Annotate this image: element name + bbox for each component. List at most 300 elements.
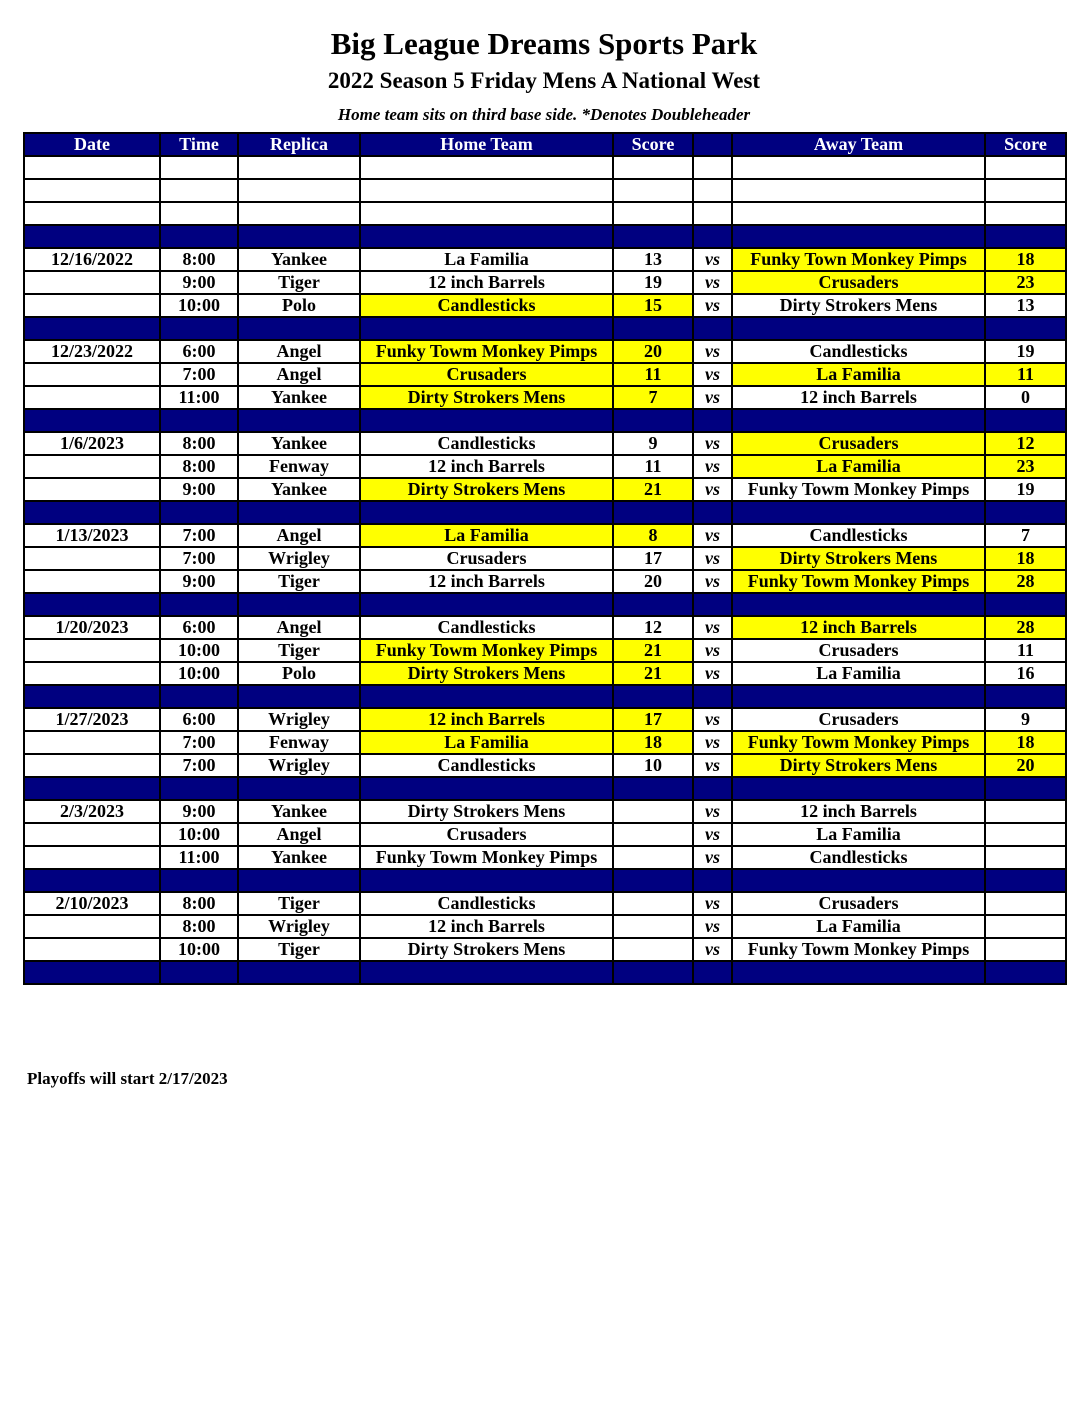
week-separator [24,593,1066,616]
game-replica: Wrigley [238,708,360,731]
empty-cell [24,869,160,892]
empty-cell [732,501,985,524]
home-score: 17 [613,708,693,731]
vs-label: vs [693,938,732,961]
game-time: 8:00 [160,915,238,938]
vs-label: vs [693,570,732,593]
empty-cell [360,156,613,179]
empty-cell [360,225,613,248]
away-score: 12 [985,432,1066,455]
game-row [24,938,1066,961]
game-time: 8:00 [160,455,238,478]
home-score: 17 [613,547,693,570]
game-row [24,639,1066,662]
game-replica: Fenway [238,455,360,478]
game-date: 2/3/2023 [24,800,160,823]
empty-cell [360,409,613,432]
week-separator [24,869,1066,892]
schedule-table [23,132,1067,985]
game-row [24,248,1066,271]
away-score: 28 [985,570,1066,593]
home-score [613,938,693,961]
vs-label: vs [693,731,732,754]
away-team: 12 inch Barrels [732,386,985,409]
col-replica: Replica [238,133,360,156]
away-team: Funky Town Monkey Pimps [732,248,985,271]
home-score: 20 [613,340,693,363]
empty-cell [693,156,732,179]
empty-cell [24,777,160,800]
empty-cell [160,869,238,892]
game-time: 8:00 [160,892,238,915]
home-score: 9 [613,432,693,455]
game-replica: Yankee [238,478,360,501]
vs-label: vs [693,823,732,846]
empty-row [24,202,1066,225]
game-date [24,271,160,294]
col-vs [693,133,732,156]
game-replica: Tiger [238,570,360,593]
game-row [24,823,1066,846]
empty-cell [985,501,1066,524]
empty-cell [985,156,1066,179]
home-score: 19 [613,271,693,294]
game-replica: Wrigley [238,754,360,777]
game-date [24,386,160,409]
col-home-team: Home Team [360,133,613,156]
home-team: La Familia [360,524,613,547]
empty-cell [732,685,985,708]
empty-cell [613,156,693,179]
away-score: 16 [985,662,1066,685]
empty-cell [24,156,160,179]
week-separator [24,961,1066,984]
vs-label: vs [693,662,732,685]
empty-cell [732,409,985,432]
home-team: Dirty Strokers Mens [360,662,613,685]
game-date [24,823,160,846]
game-date [24,938,160,961]
game-row [24,570,1066,593]
game-replica: Angel [238,340,360,363]
empty-cell [360,317,613,340]
home-score [613,800,693,823]
away-team: Crusaders [732,708,985,731]
empty-cell [613,225,693,248]
game-time: 6:00 [160,708,238,731]
empty-cell [238,869,360,892]
empty-cell [360,777,613,800]
home-score [613,915,693,938]
away-score: 28 [985,616,1066,639]
empty-cell [693,409,732,432]
away-score: 7 [985,524,1066,547]
game-row [24,294,1066,317]
game-time: 8:00 [160,432,238,455]
empty-cell [732,179,985,202]
empty-cell [693,179,732,202]
empty-cell [238,961,360,984]
empty-cell [985,317,1066,340]
week-separator [24,409,1066,432]
away-team: Candlesticks [732,846,985,869]
empty-cell [160,409,238,432]
game-row [24,340,1066,363]
empty-cell [24,501,160,524]
game-time: 7:00 [160,524,238,547]
vs-label: vs [693,455,732,478]
vs-label: vs [693,639,732,662]
home-team: Crusaders [360,823,613,846]
game-replica: Angel [238,363,360,386]
game-row [24,846,1066,869]
empty-cell [693,593,732,616]
away-team: Funky Towm Monkey Pimps [732,570,985,593]
empty-cell [24,202,160,225]
game-replica: Angel [238,616,360,639]
game-row [24,386,1066,409]
away-score [985,915,1066,938]
empty-cell [693,685,732,708]
empty-cell [238,777,360,800]
away-score [985,800,1066,823]
away-score: 20 [985,754,1066,777]
home-score: 8 [613,524,693,547]
game-date [24,294,160,317]
home-score: 21 [613,478,693,501]
away-team: Funky Towm Monkey Pimps [732,478,985,501]
game-row [24,432,1066,455]
empty-cell [360,202,613,225]
home-score: 11 [613,363,693,386]
empty-cell [238,685,360,708]
vs-label: vs [693,846,732,869]
empty-cell [360,179,613,202]
vs-label: vs [693,892,732,915]
vs-label: vs [693,478,732,501]
empty-cell [24,225,160,248]
empty-cell [732,961,985,984]
empty-cell [985,593,1066,616]
empty-cell [985,179,1066,202]
game-row [24,363,1066,386]
game-date: 12/16/2022 [24,248,160,271]
away-team: La Familia [732,915,985,938]
vs-label: vs [693,524,732,547]
away-team: 12 inch Barrels [732,800,985,823]
page-subtitle: 2022 Season 5 Friday Mens A National West [327,68,761,93]
game-row [24,754,1066,777]
week-separator [24,685,1066,708]
game-time: 8:00 [160,248,238,271]
home-team: Crusaders [360,363,613,386]
away-score [985,823,1066,846]
home-score [613,892,693,915]
home-team: Candlesticks [360,432,613,455]
game-replica: Yankee [238,800,360,823]
game-row [24,915,1066,938]
empty-cell [24,179,160,202]
col-home-score: Score [613,133,693,156]
empty-cell [985,777,1066,800]
empty-cell [985,685,1066,708]
empty-cell [732,777,985,800]
home-score: 13 [613,248,693,271]
home-team: La Familia [360,248,613,271]
away-team: La Familia [732,455,985,478]
empty-cell [160,961,238,984]
empty-cell [732,225,985,248]
game-replica: Yankee [238,248,360,271]
home-team: Dirty Strokers Mens [360,478,613,501]
game-time: 10:00 [160,823,238,846]
away-team: Crusaders [732,639,985,662]
away-team: Candlesticks [732,524,985,547]
away-team: Dirty Strokers Mens [732,754,985,777]
week-separator [24,317,1066,340]
empty-cell [613,179,693,202]
empty-cell [238,225,360,248]
away-score [985,938,1066,961]
home-team: Dirty Strokers Mens [360,800,613,823]
game-date [24,570,160,593]
game-time: 7:00 [160,363,238,386]
empty-cell [613,869,693,892]
empty-cell [693,869,732,892]
empty-row [24,179,1066,202]
home-score: 15 [613,294,693,317]
game-replica: Yankee [238,386,360,409]
game-replica: Angel [238,524,360,547]
empty-cell [693,202,732,225]
empty-cell [160,593,238,616]
game-row [24,892,1066,915]
home-team: Candlesticks [360,754,613,777]
home-score: 7 [613,386,693,409]
empty-cell [732,156,985,179]
home-team: 12 inch Barrels [360,708,613,731]
away-team: Crusaders [732,432,985,455]
home-team: Dirty Strokers Mens [360,938,613,961]
game-time: 9:00 [160,570,238,593]
home-score [613,846,693,869]
empty-cell [613,593,693,616]
empty-cell [160,156,238,179]
home-team: 12 inch Barrels [360,570,613,593]
page-title: Big League Dreams Sports Park [330,26,758,61]
game-date: 1/20/2023 [24,616,160,639]
empty-cell [160,777,238,800]
game-row [24,800,1066,823]
empty-cell [613,777,693,800]
empty-cell [24,317,160,340]
empty-cell [360,685,613,708]
home-team: 12 inch Barrels [360,271,613,294]
game-date [24,915,160,938]
away-score: 23 [985,455,1066,478]
away-team: Funky Towm Monkey Pimps [732,731,985,754]
game-time: 10:00 [160,938,238,961]
game-row [24,271,1066,294]
vs-label: vs [693,432,732,455]
game-time: 11:00 [160,386,238,409]
game-time: 9:00 [160,478,238,501]
game-time: 10:00 [160,294,238,317]
vs-label: vs [693,248,732,271]
away-score: 19 [985,340,1066,363]
home-team: Candlesticks [360,294,613,317]
home-team: Funky Towm Monkey Pimps [360,639,613,662]
empty-row [24,156,1066,179]
empty-cell [160,179,238,202]
game-date [24,363,160,386]
game-replica: Angel [238,823,360,846]
home-score: 12 [613,616,693,639]
game-time: 7:00 [160,731,238,754]
away-score: 18 [985,731,1066,754]
empty-cell [985,961,1066,984]
game-time: 10:00 [160,662,238,685]
empty-cell [693,225,732,248]
header-row [24,133,1066,156]
game-replica: Wrigley [238,915,360,938]
week-separator [24,501,1066,524]
away-score: 23 [985,271,1066,294]
empty-cell [238,156,360,179]
game-replica: Tiger [238,271,360,294]
home-score: 20 [613,570,693,593]
away-team: La Familia [732,662,985,685]
game-row [24,731,1066,754]
empty-cell [360,593,613,616]
vs-label: vs [693,386,732,409]
game-date: 1/13/2023 [24,524,160,547]
away-score [985,892,1066,915]
schedule-body [24,156,1066,984]
game-row [24,455,1066,478]
home-team: 12 inch Barrels [360,455,613,478]
empty-cell [24,409,160,432]
game-date [24,639,160,662]
home-team: Candlesticks [360,892,613,915]
empty-cell [985,409,1066,432]
empty-cell [238,179,360,202]
away-team: Candlesticks [732,340,985,363]
away-team: 12 inch Barrels [732,616,985,639]
game-replica: Yankee [238,432,360,455]
away-score: 11 [985,363,1066,386]
away-team: La Familia [732,363,985,386]
game-replica: Yankee [238,846,360,869]
game-replica: Tiger [238,938,360,961]
vs-label: vs [693,708,732,731]
empty-cell [238,202,360,225]
week-separator [24,777,1066,800]
empty-cell [985,202,1066,225]
empty-cell [24,961,160,984]
home-team: Funky Towm Monkey Pimps [360,846,613,869]
empty-cell [693,961,732,984]
empty-cell [160,685,238,708]
game-date: 1/27/2023 [24,708,160,731]
away-score: 13 [985,294,1066,317]
away-team: Crusaders [732,892,985,915]
col-time: Time [160,133,238,156]
empty-cell [24,593,160,616]
away-score: 9 [985,708,1066,731]
game-date: 1/6/2023 [24,432,160,455]
empty-cell [24,685,160,708]
game-time: 9:00 [160,271,238,294]
empty-cell [360,501,613,524]
game-replica: Fenway [238,731,360,754]
col-away-score: Score [985,133,1066,156]
vs-label: vs [693,271,732,294]
game-row [24,662,1066,685]
empty-cell [613,961,693,984]
game-date [24,478,160,501]
empty-cell [613,685,693,708]
empty-cell [238,593,360,616]
page-note: Home team sits on third base side. *Denotes Doubleheader [337,105,751,124]
empty-cell [238,317,360,340]
col-away-team: Away Team [732,133,985,156]
empty-cell [985,869,1066,892]
home-team: La Familia [360,731,613,754]
game-date [24,754,160,777]
empty-cell [613,202,693,225]
empty-cell [360,869,613,892]
empty-cell [613,317,693,340]
game-replica: Polo [238,294,360,317]
away-score [985,846,1066,869]
game-date [24,455,160,478]
game-time: 6:00 [160,616,238,639]
game-date [24,547,160,570]
game-date [24,846,160,869]
home-score [613,823,693,846]
vs-label: vs [693,915,732,938]
game-date: 12/23/2022 [24,340,160,363]
col-date: Date [24,133,160,156]
away-score: 18 [985,547,1066,570]
empty-cell [985,225,1066,248]
home-score: 21 [613,639,693,662]
home-team: Dirty Strokers Mens [360,386,613,409]
vs-label: vs [693,754,732,777]
away-team: Crusaders [732,271,985,294]
away-score: 11 [985,639,1066,662]
away-score: 19 [985,478,1066,501]
vs-label: vs [693,294,732,317]
away-team: Dirty Strokers Mens [732,547,985,570]
game-row [24,708,1066,731]
home-team: 12 inch Barrels [360,915,613,938]
game-date [24,731,160,754]
empty-cell [732,869,985,892]
home-team: Candlesticks [360,616,613,639]
game-replica: Wrigley [238,547,360,570]
empty-cell [238,501,360,524]
empty-cell [360,961,613,984]
game-time: 7:00 [160,547,238,570]
away-team: Dirty Strokers Mens [732,294,985,317]
playoffs-note: Playoffs will start 2/17/2023 [27,1069,228,1088]
away-team: La Familia [732,823,985,846]
game-row [24,616,1066,639]
game-replica: Polo [238,662,360,685]
home-score: 10 [613,754,693,777]
